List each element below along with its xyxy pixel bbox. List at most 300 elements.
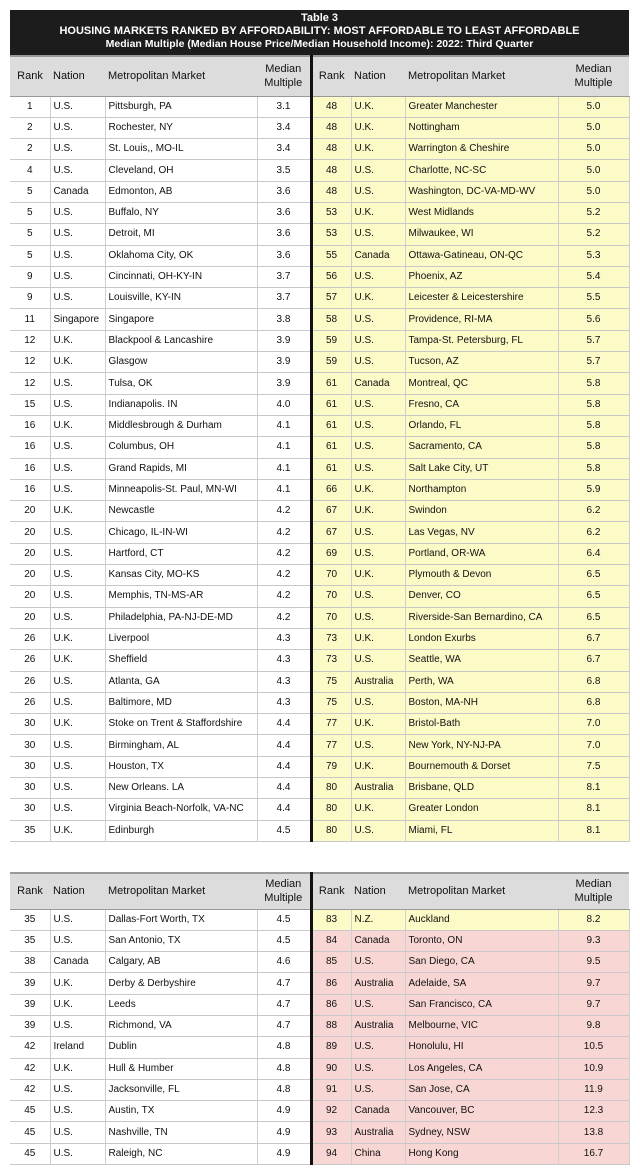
multiple-cell: 10.9 bbox=[558, 1058, 629, 1079]
multiple-cell: 5.4 bbox=[558, 266, 629, 287]
market-cell: Edmonton, AB bbox=[105, 181, 257, 202]
multiple-cell: 4.4 bbox=[257, 756, 311, 777]
market-cell: Raleigh, NC bbox=[105, 1143, 257, 1164]
market-cell: Tampa-St. Petersburg, FL bbox=[405, 330, 558, 351]
table-row bbox=[10, 650, 629, 671]
market-cell: Tucson, AZ bbox=[405, 352, 558, 373]
market-cell: Providence, RI-MA bbox=[405, 309, 558, 330]
market-cell: Seattle, WA bbox=[405, 650, 558, 671]
multiple-cell: 5.8 bbox=[558, 373, 629, 394]
market-cell: Dublin bbox=[105, 1037, 257, 1058]
market-cell: Vancouver, BC bbox=[405, 1101, 558, 1122]
market-cell: Detroit, MI bbox=[105, 224, 257, 245]
multiple-cell: 8.1 bbox=[558, 820, 629, 841]
multiple-cell: 8.2 bbox=[558, 909, 629, 930]
rank-cell: 79 bbox=[311, 756, 351, 777]
rank-cell: 35 bbox=[10, 909, 50, 930]
multiple-cell: 5.0 bbox=[558, 139, 629, 160]
nation-cell: U.S. bbox=[50, 543, 105, 564]
market-cell: Middlesbrough & Durham bbox=[105, 415, 257, 436]
market-cell: St. Louis,, MO-IL bbox=[105, 139, 257, 160]
multiple-cell: 5.7 bbox=[558, 330, 629, 351]
rank-cell: 70 bbox=[311, 586, 351, 607]
market-cell: Tulsa, OK bbox=[105, 373, 257, 394]
rank-cell: 53 bbox=[311, 202, 351, 223]
nation-cell: U.K. bbox=[351, 139, 405, 160]
nation-cell: U.S. bbox=[351, 735, 405, 756]
multiple-cell: 4.2 bbox=[257, 543, 311, 564]
multiple-cell: 6.2 bbox=[558, 522, 629, 543]
nation-cell: U.K. bbox=[351, 117, 405, 138]
table-row bbox=[10, 543, 629, 564]
rank-cell: 84 bbox=[311, 930, 351, 951]
rank-cell: 48 bbox=[311, 160, 351, 181]
market-cell: San Diego, CA bbox=[405, 952, 558, 973]
multiple-cell: 5.0 bbox=[558, 96, 629, 117]
ranking-table bbox=[10, 55, 630, 842]
market-cell: Indianapolis. IN bbox=[105, 394, 257, 415]
market-cell: Fresno, CA bbox=[405, 394, 558, 415]
rank-cell: 20 bbox=[10, 543, 50, 564]
multiple-cell: 4.9 bbox=[257, 1122, 311, 1143]
market-cell: Sydney, NSW bbox=[405, 1122, 558, 1143]
market-cell: Perth, WA bbox=[405, 671, 558, 692]
rank-cell: 26 bbox=[10, 628, 50, 649]
nation-cell: U.K. bbox=[351, 501, 405, 522]
rank-cell: 35 bbox=[10, 820, 50, 841]
market-cell: Chicago, IL-IN-WI bbox=[105, 522, 257, 543]
rank-cell: 80 bbox=[311, 820, 351, 841]
rank-cell: 45 bbox=[10, 1101, 50, 1122]
multiple-cell: 7.5 bbox=[558, 756, 629, 777]
table-number: Table 3 bbox=[300, 12, 339, 24]
multiple-cell: 3.9 bbox=[257, 373, 311, 394]
nation-cell: Canada bbox=[351, 373, 405, 394]
rank-cell: 42 bbox=[10, 1079, 50, 1100]
rank-cell: 93 bbox=[311, 1122, 351, 1143]
nation-cell: U.S. bbox=[50, 224, 105, 245]
rank-cell: 61 bbox=[311, 394, 351, 415]
rank-cell: 77 bbox=[311, 735, 351, 756]
multiple-cell: 5.0 bbox=[558, 117, 629, 138]
multiple-cell: 4.7 bbox=[257, 994, 311, 1015]
table-row bbox=[10, 628, 629, 649]
rank-cell: 83 bbox=[311, 909, 351, 930]
market-cell: Columbus, OH bbox=[105, 437, 257, 458]
nation-cell: U.S. bbox=[351, 181, 405, 202]
multiple-header-line: Multiple bbox=[264, 892, 303, 905]
table-header bbox=[10, 10, 629, 55]
table-row bbox=[10, 309, 629, 330]
table-row bbox=[10, 607, 629, 628]
nation-cell: U.S. bbox=[351, 415, 405, 436]
market-header: Metropolitan Market bbox=[105, 873, 257, 909]
nation-cell: U.K. bbox=[50, 820, 105, 841]
table-row bbox=[10, 952, 629, 973]
nation-cell: U.S. bbox=[351, 1058, 405, 1079]
table-row bbox=[10, 522, 629, 543]
nation-cell: U.S. bbox=[50, 778, 105, 799]
multiple-cell: 6.8 bbox=[558, 671, 629, 692]
rank-cell: 30 bbox=[10, 714, 50, 735]
nation-cell: Australia bbox=[351, 1015, 405, 1036]
rank-cell: 16 bbox=[10, 437, 50, 458]
multiple-cell: 5.7 bbox=[558, 352, 629, 373]
rank-cell: 75 bbox=[311, 692, 351, 713]
rank-cell: 48 bbox=[311, 96, 351, 117]
market-cell: Northampton bbox=[405, 479, 558, 500]
multiple-cell: 5.8 bbox=[558, 458, 629, 479]
market-cell: Orlando, FL bbox=[405, 415, 558, 436]
multiple-header-line: Median bbox=[575, 63, 612, 76]
rank-cell: 66 bbox=[311, 479, 351, 500]
multiple-cell: 3.7 bbox=[257, 266, 311, 287]
multiple-cell: 3.5 bbox=[257, 160, 311, 181]
market-cell: Las Vegas, NV bbox=[405, 522, 558, 543]
rank-cell: 67 bbox=[311, 501, 351, 522]
market-cell: Kansas City, MO-KS bbox=[105, 565, 257, 586]
rank-cell: 70 bbox=[311, 607, 351, 628]
nation-cell: U.S. bbox=[50, 671, 105, 692]
market-cell: Jacksonville, FL bbox=[105, 1079, 257, 1100]
nation-cell: U.S. bbox=[50, 799, 105, 820]
market-cell: Adelaide, SA bbox=[405, 973, 558, 994]
multiple-cell: 12.3 bbox=[558, 1101, 629, 1122]
nation-cell: U.S. bbox=[50, 458, 105, 479]
market-cell: Louisville, KY-IN bbox=[105, 288, 257, 309]
rank-cell: 35 bbox=[10, 930, 50, 951]
market-cell: Melbourne, VIC bbox=[405, 1015, 558, 1036]
rank-cell: 15 bbox=[10, 394, 50, 415]
multiple-cell: 6.5 bbox=[558, 586, 629, 607]
nation-cell: Singapore bbox=[50, 309, 105, 330]
nation-cell: U.S. bbox=[50, 437, 105, 458]
rank-cell: 58 bbox=[311, 309, 351, 330]
table-row bbox=[10, 714, 629, 735]
rank-cell: 86 bbox=[311, 994, 351, 1015]
table-row bbox=[10, 437, 629, 458]
multiple-cell: 4.2 bbox=[257, 565, 311, 586]
multiple-cell: 5.0 bbox=[558, 181, 629, 202]
market-cell: Hong Kong bbox=[405, 1143, 558, 1164]
market-cell: Miami, FL bbox=[405, 820, 558, 841]
market-cell: Birmingham, AL bbox=[105, 735, 257, 756]
multiple-cell: 4.6 bbox=[257, 952, 311, 973]
table-row bbox=[10, 586, 629, 607]
market-cell: Greater Manchester bbox=[405, 96, 558, 117]
table-row bbox=[10, 352, 629, 373]
table-row bbox=[10, 1015, 629, 1036]
multiple-cell: 6.8 bbox=[558, 692, 629, 713]
rank-cell: 42 bbox=[10, 1058, 50, 1079]
nation-cell: U.K. bbox=[351, 288, 405, 309]
table-row bbox=[10, 735, 629, 756]
rank-header: Rank bbox=[10, 873, 50, 909]
nation-cell: U.S. bbox=[50, 692, 105, 713]
table-row bbox=[10, 692, 629, 713]
nation-cell: U.S. bbox=[351, 952, 405, 973]
table-row bbox=[10, 288, 629, 309]
multiple-cell: 3.4 bbox=[257, 139, 311, 160]
multiple-cell: 4.0 bbox=[257, 394, 311, 415]
nation-cell: U.S. bbox=[351, 522, 405, 543]
nation-cell: U.S. bbox=[351, 458, 405, 479]
table-row bbox=[10, 1037, 629, 1058]
nation-cell: U.K. bbox=[50, 650, 105, 671]
nation-cell: U.S. bbox=[50, 288, 105, 309]
table-row bbox=[10, 96, 629, 117]
ranking-table bbox=[10, 872, 630, 1165]
multiple-cell: 11.9 bbox=[558, 1079, 629, 1100]
market-cell: San Francisco, CA bbox=[405, 994, 558, 1015]
rank-cell: 56 bbox=[311, 266, 351, 287]
multiple-cell: 3.1 bbox=[257, 96, 311, 117]
nation-cell: U.S. bbox=[351, 692, 405, 713]
multiple-header-line: Multiple bbox=[574, 77, 613, 90]
nation-cell: U.S. bbox=[351, 330, 405, 351]
multiple-cell: 3.6 bbox=[257, 245, 311, 266]
multiple-cell: 4.5 bbox=[257, 909, 311, 930]
table-row bbox=[10, 930, 629, 951]
market-cell: Calgary, AB bbox=[105, 952, 257, 973]
rank-cell: 55 bbox=[311, 245, 351, 266]
nation-cell: U.K. bbox=[50, 1058, 105, 1079]
table-row bbox=[10, 994, 629, 1015]
rank-header: Rank bbox=[10, 56, 50, 96]
market-cell: Sheffield bbox=[105, 650, 257, 671]
market-cell: Brisbane, QLD bbox=[405, 778, 558, 799]
rank-cell: 26 bbox=[10, 671, 50, 692]
multiple-cell: 4.2 bbox=[257, 586, 311, 607]
market-cell: London Exurbs bbox=[405, 628, 558, 649]
table-row bbox=[10, 799, 629, 820]
table-row bbox=[10, 224, 629, 245]
rank-cell: 48 bbox=[311, 139, 351, 160]
multiple-cell: 3.6 bbox=[257, 202, 311, 223]
table-row bbox=[10, 202, 629, 223]
rank-cell: 48 bbox=[311, 181, 351, 202]
table-row bbox=[10, 1143, 629, 1164]
multiple-cell: 10.5 bbox=[558, 1037, 629, 1058]
market-cell: Virginia Beach-Norfolk, VA-NC bbox=[105, 799, 257, 820]
rank-cell: 73 bbox=[311, 650, 351, 671]
multiple-header bbox=[257, 56, 311, 96]
market-cell: Pittsburgh, PA bbox=[105, 96, 257, 117]
rank-cell: 59 bbox=[311, 352, 351, 373]
nation-cell: U.S. bbox=[50, 117, 105, 138]
rank-cell: 11 bbox=[10, 309, 50, 330]
rank-cell: 75 bbox=[311, 671, 351, 692]
rank-cell: 12 bbox=[10, 352, 50, 373]
market-cell: Nashville, TN bbox=[105, 1122, 257, 1143]
nation-cell: U.S. bbox=[50, 522, 105, 543]
multiple-cell: 3.9 bbox=[257, 330, 311, 351]
market-cell: Auckland bbox=[405, 909, 558, 930]
rank-cell: 42 bbox=[10, 1037, 50, 1058]
nation-cell: U.S. bbox=[50, 266, 105, 287]
rank-cell: 90 bbox=[311, 1058, 351, 1079]
nation-cell: U.S. bbox=[351, 607, 405, 628]
multiple-cell: 8.1 bbox=[558, 778, 629, 799]
nation-cell: U.S. bbox=[50, 1122, 105, 1143]
rank-cell: 92 bbox=[311, 1101, 351, 1122]
multiple-header bbox=[558, 873, 629, 909]
nation-cell: U.S. bbox=[50, 394, 105, 415]
multiple-cell: 3.7 bbox=[257, 288, 311, 309]
multiple-cell: 5.5 bbox=[558, 288, 629, 309]
rank-cell: 59 bbox=[311, 330, 351, 351]
multiple-cell: 9.5 bbox=[558, 952, 629, 973]
rank-cell: 67 bbox=[311, 522, 351, 543]
multiple-cell: 9.7 bbox=[558, 973, 629, 994]
rank-cell: 38 bbox=[10, 952, 50, 973]
table-title: HOUSING MARKETS RANKED BY AFFORDABILITY: MOST AFFORDABLE TO LEAST AFFORDABLE bbox=[59, 25, 580, 37]
table-row bbox=[10, 394, 629, 415]
table-row bbox=[10, 139, 629, 160]
rank-cell: 73 bbox=[311, 628, 351, 649]
rank-cell: 5 bbox=[10, 224, 50, 245]
rank-cell: 30 bbox=[10, 735, 50, 756]
table-row bbox=[10, 181, 629, 202]
multiple-cell: 4.4 bbox=[257, 735, 311, 756]
multiple-cell: 5.2 bbox=[558, 224, 629, 245]
nation-cell: U.K. bbox=[351, 714, 405, 735]
nation-cell: U.S. bbox=[50, 160, 105, 181]
nation-cell: U.K. bbox=[50, 415, 105, 436]
nation-cell: U.S. bbox=[50, 735, 105, 756]
multiple-cell: 4.9 bbox=[257, 1143, 311, 1164]
rank-cell: 39 bbox=[10, 973, 50, 994]
nation-cell: U.S. bbox=[50, 1143, 105, 1164]
rank-cell: 39 bbox=[10, 1015, 50, 1036]
market-cell: Plymouth & Devon bbox=[405, 565, 558, 586]
multiple-cell: 4.5 bbox=[257, 820, 311, 841]
multiple-cell: 13.8 bbox=[558, 1122, 629, 1143]
nation-cell: U.K. bbox=[351, 202, 405, 223]
nation-cell: U.S. bbox=[351, 1079, 405, 1100]
market-cell: Warrington & Cheshire bbox=[405, 139, 558, 160]
nation-cell: U.S. bbox=[351, 650, 405, 671]
nation-header: Nation bbox=[50, 56, 105, 96]
nation-cell: U.K. bbox=[50, 628, 105, 649]
nation-cell: U.S. bbox=[50, 586, 105, 607]
multiple-header-line: Multiple bbox=[574, 892, 613, 905]
table-row bbox=[10, 373, 629, 394]
multiple-cell: 6.5 bbox=[558, 565, 629, 586]
nation-cell: U.S. bbox=[50, 909, 105, 930]
nation-cell: U.S. bbox=[50, 245, 105, 266]
rank-cell: 45 bbox=[10, 1122, 50, 1143]
multiple-cell: 5.8 bbox=[558, 437, 629, 458]
market-cell: Austin, TX bbox=[105, 1101, 257, 1122]
market-cell: Buffalo, NY bbox=[105, 202, 257, 223]
rank-cell: 12 bbox=[10, 373, 50, 394]
nation-cell: U.S. bbox=[50, 607, 105, 628]
multiple-cell: 4.1 bbox=[257, 437, 311, 458]
nation-cell: Australia bbox=[351, 671, 405, 692]
rank-cell: 5 bbox=[10, 181, 50, 202]
rank-cell: 4 bbox=[10, 160, 50, 181]
nation-cell: N.Z. bbox=[351, 909, 405, 930]
nation-cell: Canada bbox=[50, 181, 105, 202]
rank-cell: 1 bbox=[10, 96, 50, 117]
market-cell: Sacramento, CA bbox=[405, 437, 558, 458]
market-cell: Denver, CO bbox=[405, 586, 558, 607]
rank-cell: 57 bbox=[311, 288, 351, 309]
rank-cell: 5 bbox=[10, 245, 50, 266]
multiple-cell: 7.0 bbox=[558, 735, 629, 756]
ranking-table-2 bbox=[10, 872, 629, 1165]
multiple-cell: 4.4 bbox=[257, 714, 311, 735]
market-cell: Swindon bbox=[405, 501, 558, 522]
market-cell: Singapore bbox=[105, 309, 257, 330]
multiple-cell: 3.9 bbox=[257, 352, 311, 373]
table-row bbox=[10, 1101, 629, 1122]
market-cell: Bournemouth & Dorset bbox=[405, 756, 558, 777]
market-cell: Baltimore, MD bbox=[105, 692, 257, 713]
market-cell: Richmond, VA bbox=[105, 1015, 257, 1036]
market-cell: Atlanta, GA bbox=[105, 671, 257, 692]
multiple-cell: 4.8 bbox=[257, 1079, 311, 1100]
nation-cell: U.K. bbox=[50, 973, 105, 994]
rank-cell: 30 bbox=[10, 756, 50, 777]
market-cell: Washington, DC-VA-MD-WV bbox=[405, 181, 558, 202]
market-cell: New York, NY-NJ-PA bbox=[405, 735, 558, 756]
nation-cell: U.S. bbox=[50, 1015, 105, 1036]
multiple-cell: 4.3 bbox=[257, 628, 311, 649]
market-cell: Ottawa-Gatineau, ON-QC bbox=[405, 245, 558, 266]
rank-cell: 20 bbox=[10, 586, 50, 607]
multiple-header-line: Multiple bbox=[264, 77, 303, 90]
table-row bbox=[10, 1058, 629, 1079]
nation-cell: U.S. bbox=[351, 394, 405, 415]
market-cell: Minneapolis-St. Paul, MN-WI bbox=[105, 479, 257, 500]
table-row bbox=[10, 778, 629, 799]
nation-header: Nation bbox=[50, 873, 105, 909]
market-cell: Leicester & Leicestershire bbox=[405, 288, 558, 309]
multiple-header bbox=[558, 56, 629, 96]
nation-cell: U.S. bbox=[351, 543, 405, 564]
nation-cell: U.S. bbox=[351, 994, 405, 1015]
multiple-cell: 3.6 bbox=[257, 224, 311, 245]
rank-cell: 39 bbox=[10, 994, 50, 1015]
market-cell: Nottingham bbox=[405, 117, 558, 138]
multiple-cell: 7.0 bbox=[558, 714, 629, 735]
nation-cell: U.S. bbox=[50, 139, 105, 160]
nation-header: Nation bbox=[351, 873, 405, 909]
nation-cell: Canada bbox=[50, 952, 105, 973]
multiple-cell: 4.9 bbox=[257, 1101, 311, 1122]
multiple-cell: 5.9 bbox=[558, 479, 629, 500]
nation-cell: Australia bbox=[351, 1122, 405, 1143]
multiple-cell: 6.7 bbox=[558, 650, 629, 671]
nation-cell: U.S. bbox=[50, 373, 105, 394]
market-cell: New Orleans. LA bbox=[105, 778, 257, 799]
multiple-cell: 4.3 bbox=[257, 671, 311, 692]
multiple-cell: 4.4 bbox=[257, 778, 311, 799]
market-cell: Boston, MA-NH bbox=[405, 692, 558, 713]
table-row bbox=[10, 756, 629, 777]
market-cell: Leeds bbox=[105, 994, 257, 1015]
nation-cell: Australia bbox=[351, 973, 405, 994]
table-row bbox=[10, 909, 629, 930]
rank-cell: 94 bbox=[311, 1143, 351, 1164]
market-header: Metropolitan Market bbox=[105, 56, 257, 96]
market-cell: Philadelphia, PA-NJ-DE-MD bbox=[105, 607, 257, 628]
rank-cell: 12 bbox=[10, 330, 50, 351]
nation-cell: U.S. bbox=[351, 1037, 405, 1058]
multiple-header bbox=[257, 873, 311, 909]
